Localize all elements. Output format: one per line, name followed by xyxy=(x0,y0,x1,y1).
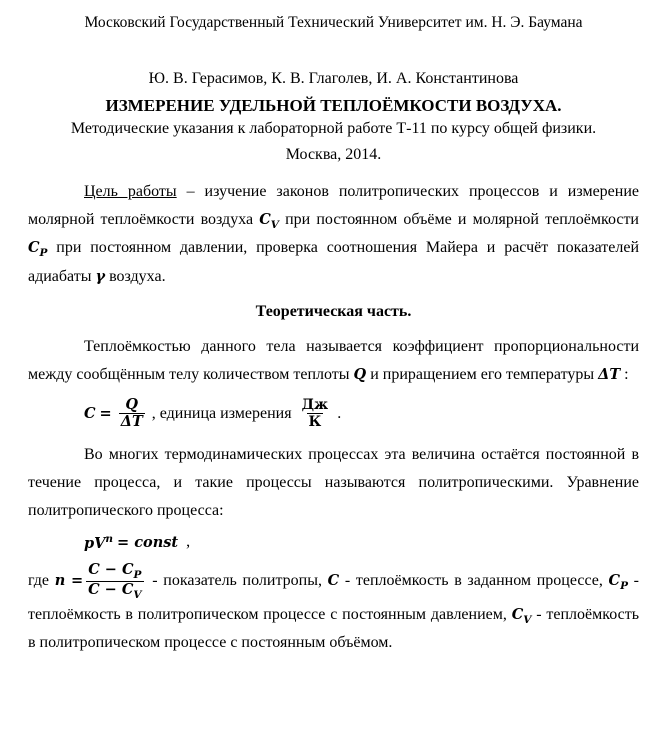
math-cp-2-base: C xyxy=(608,571,621,589)
num-sub: P xyxy=(133,568,142,581)
math-cp xyxy=(28,239,48,260)
formula-comma: , xyxy=(186,533,191,551)
math-cp-sub: P xyxy=(39,247,48,260)
equals-sign: = xyxy=(99,405,112,423)
goal-text-2: при постоянном объёме и молярной теплоёмкости xyxy=(278,211,639,228)
math-equals-const: = const xyxy=(117,533,179,551)
theory-section-heading: Теоретическая часть. xyxy=(255,302,412,320)
math-cv-2-base: C xyxy=(511,605,524,623)
math-cv-2-sub: V xyxy=(523,613,532,626)
p3-text-5: - теплоёмкость в политропическом процессе с постоянным объёмом. xyxy=(28,605,639,651)
num-base: C − C xyxy=(88,560,134,578)
fraction-numerator-Q: Q xyxy=(125,395,139,413)
university-header: Московский Государственный Технический Университет им. Н. Э. Баумана xyxy=(84,14,583,31)
math-n: n xyxy=(54,571,66,589)
fraction-numerator-C-minus-Cp xyxy=(86,562,143,581)
goal-text-3: при постоянном давлении, проверка соотношения Майера и расчёт показателей адиабаты xyxy=(28,239,639,285)
city-year-line: Москва, 2014. xyxy=(285,146,382,163)
math-gamma: γ xyxy=(95,267,106,285)
fraction-polytrope-index xyxy=(86,562,143,601)
goal-text-4: воздуха. xyxy=(105,267,166,285)
formula-units-text: , единица измерения xyxy=(151,404,292,422)
math-C: C xyxy=(327,571,340,589)
math-pV-base: pV xyxy=(84,534,106,552)
fraction-Q-over-deltaT xyxy=(119,397,145,431)
p3-text-2: - показатель политропы, xyxy=(146,571,328,589)
math-cv-2 xyxy=(511,605,532,626)
p3-text-4: - теплоёмкость в политропическом процессе с постоянным давлением, xyxy=(28,571,640,623)
math-cp-2-sub: P xyxy=(620,579,628,592)
fraction-denominator-K: К xyxy=(308,414,322,431)
document-subtitle: Методические указания к лабораторной работе Т-11 по курсу общей физики. xyxy=(70,120,597,137)
equals-sign-2: = xyxy=(70,571,84,589)
math-Q: Q xyxy=(353,365,367,383)
goal-text-1: – изучение законов политропических процессов и измерение молярной теплоёмкости воздуха xyxy=(28,183,639,228)
p1-text-3: : xyxy=(620,365,629,383)
math-cp-base: C xyxy=(28,239,40,257)
authors-line: Ю. В. Герасимов, К. В. Глаголев, И. А. Константинова xyxy=(148,70,519,87)
polytrope-index-paragraph xyxy=(28,562,639,657)
math-C-lhs: C xyxy=(84,405,96,423)
math-cv-sub: V xyxy=(270,218,279,231)
polytropic-intro-paragraph: Во многих термодинамических процессах эта величина остаётся постоянной в течение процесса, и такие процессы называются политропическими. Уравнение политропического процесса: xyxy=(28,445,639,519)
goal-label: Цель работы xyxy=(84,183,177,200)
math-cp-2 xyxy=(608,571,628,592)
p1-text-2: и приращением его температуры xyxy=(366,365,599,383)
fraction-numerator-J: Дж xyxy=(301,397,329,414)
fraction-J-over-K xyxy=(300,397,331,430)
fraction-denominator-C-minus-Cv xyxy=(86,581,143,601)
heat-capacity-paragraph xyxy=(28,333,639,389)
document-title: ИЗМЕРЕНИЕ УДЕЛЬНОЙ ТЕПЛОЁМКОСТИ ВОЗДУХА. xyxy=(105,96,562,115)
formula-polytropic-equation xyxy=(28,533,639,552)
p1-text-1: Теплоёмкостью данного тела называется коэффициент пропорциональности между сообщённым телу количеством теплоты xyxy=(28,337,639,383)
math-pV-exponent: n xyxy=(105,532,114,545)
math-cv-base: C xyxy=(259,211,271,228)
formula-heat-capacity xyxy=(28,397,639,431)
p3-text-1: где xyxy=(28,571,55,589)
den-base: C − C xyxy=(88,580,134,598)
fraction-denominator-deltaT: ΔT xyxy=(120,413,143,431)
math-pVn xyxy=(84,533,113,552)
den-sub: V xyxy=(133,588,142,601)
goal-paragraph xyxy=(28,178,639,291)
math-cv xyxy=(259,211,279,231)
math-deltaT: ΔT xyxy=(598,365,621,383)
formula-end-period: . xyxy=(337,404,342,422)
p3-text-3: - теплоёмкость в заданном процессе, xyxy=(339,571,609,589)
